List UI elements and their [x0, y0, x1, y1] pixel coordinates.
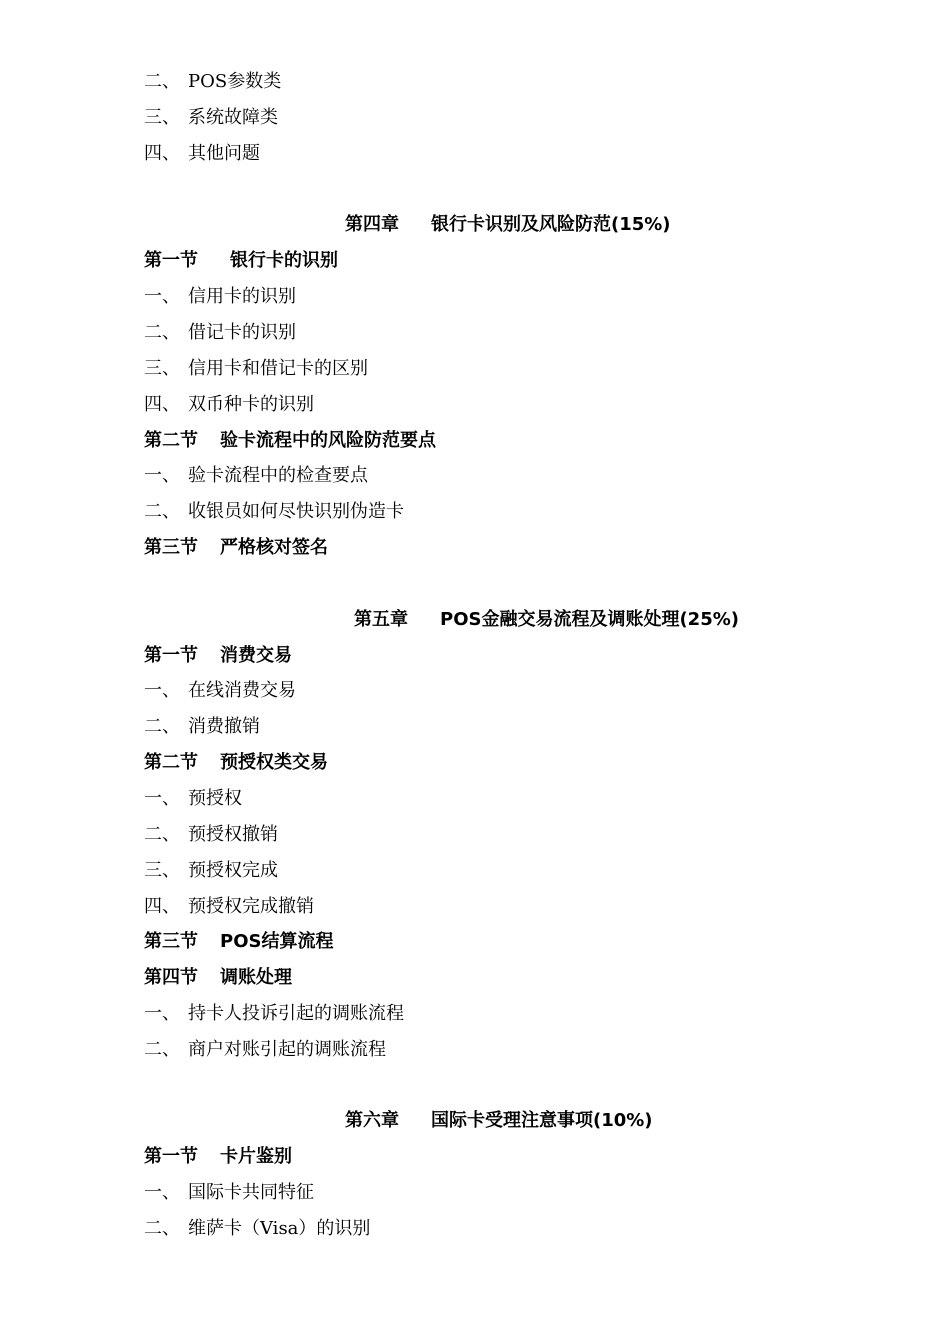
item-text: 预授权完成: [188, 860, 278, 881]
section-number: 第四节: [144, 967, 198, 988]
section-title: 验卡流程中的风险防范要点: [220, 430, 436, 451]
item-text: 商户对账引起的调账流程: [188, 1039, 386, 1060]
section-heading: [144, 966, 292, 990]
section-number: 第一节: [144, 250, 198, 271]
chapter-heading: [345, 1109, 653, 1133]
chapter-number: 第四章: [345, 214, 399, 235]
item-number: 三、: [144, 358, 180, 379]
list-item: [144, 500, 404, 524]
item-number: 四、: [144, 896, 180, 917]
section-number: 第三节: [144, 537, 198, 558]
item-text: 系统故障类: [188, 107, 278, 128]
section-heading: [144, 751, 328, 775]
item-text: 收银员如何尽快识别伪造卡: [188, 501, 404, 522]
chapter-heading: [354, 608, 739, 632]
list-item: [144, 715, 260, 739]
item-number: 二、: [144, 1039, 180, 1060]
list-item: [144, 142, 260, 166]
item-number: 二、: [144, 716, 180, 737]
chapter-title: 国际卡受理注意事项(10%): [431, 1110, 653, 1131]
item-text: 信用卡和借记卡的区别: [188, 358, 368, 379]
chapter-number: 第六章: [345, 1110, 399, 1131]
item-text: 验卡流程中的检查要点: [188, 465, 368, 486]
item-number: 四、: [144, 394, 180, 415]
section-title: 消费交易: [220, 645, 292, 666]
list-item: [144, 357, 368, 381]
item-text: 预授权撤销: [188, 824, 278, 845]
item-text: 国际卡共同特征: [188, 1182, 314, 1203]
item-text: 信用卡的识别: [188, 286, 296, 307]
list-item: [144, 895, 314, 919]
item-text: 其他问题: [188, 143, 260, 164]
chapter-heading: [345, 213, 671, 237]
list-item: [144, 1181, 314, 1205]
item-number: 一、: [144, 788, 180, 809]
section-heading: [144, 644, 292, 668]
list-item: [144, 106, 278, 130]
item-number: 三、: [144, 107, 180, 128]
chapter-number: 第五章: [354, 609, 408, 630]
item-number: 四、: [144, 143, 180, 164]
section-title: 银行卡的识别: [230, 250, 338, 271]
item-number: 三、: [144, 860, 180, 881]
section-number: 第二节: [144, 430, 198, 451]
item-text: 持卡人投诉引起的调账流程: [188, 1003, 404, 1024]
list-item: [144, 1217, 370, 1241]
section-number: 第一节: [144, 645, 198, 666]
section-title: POS结算流程: [220, 931, 334, 952]
list-item: [144, 823, 278, 847]
section-heading: [144, 1145, 292, 1169]
item-text: 在线消费交易: [188, 680, 296, 701]
list-item: [144, 787, 242, 811]
section-title: 严格核对签名: [220, 537, 328, 558]
chapter-title: POS金融交易流程及调账处理(25%): [440, 609, 739, 630]
item-number: 一、: [144, 1182, 180, 1203]
item-text: 双币种卡的识别: [188, 394, 314, 415]
item-text: 维萨卡（Visa）的识别: [188, 1218, 371, 1239]
item-number: 一、: [144, 680, 180, 701]
section-heading: [144, 536, 328, 560]
item-text: 消费撤销: [188, 716, 260, 737]
item-number: 二、: [144, 1218, 180, 1239]
item-text: 借记卡的识别: [188, 322, 296, 343]
list-item: [144, 285, 296, 309]
chapter-title: 银行卡识别及风险防范(15%): [431, 214, 671, 235]
section-heading: [144, 429, 436, 453]
list-item: [144, 70, 281, 94]
list-item: [144, 393, 314, 417]
list-item: [144, 1038, 386, 1062]
item-number: 一、: [144, 465, 180, 486]
section-title: 调账处理: [220, 967, 292, 988]
section-number: 第一节: [144, 1146, 198, 1167]
section-heading: [144, 930, 333, 954]
list-item: [144, 464, 368, 488]
item-text: 预授权: [188, 788, 242, 809]
item-number: 一、: [144, 286, 180, 307]
section-number: 第三节: [144, 931, 198, 952]
item-number: 二、: [144, 322, 180, 343]
list-item: [144, 1002, 404, 1026]
list-item: [144, 679, 296, 703]
item-text: 预授权完成撤销: [188, 896, 314, 917]
item-text: POS参数类: [188, 71, 282, 92]
section-heading: [144, 249, 338, 273]
item-number: 二、: [144, 71, 180, 92]
item-number: 二、: [144, 501, 180, 522]
list-item: [144, 859, 278, 883]
section-title: 卡片鉴别: [220, 1146, 292, 1167]
section-number: 第二节: [144, 752, 198, 773]
item-number: 一、: [144, 1003, 180, 1024]
section-title: 预授权类交易: [220, 752, 328, 773]
list-item: [144, 321, 296, 345]
item-number: 二、: [144, 824, 180, 845]
